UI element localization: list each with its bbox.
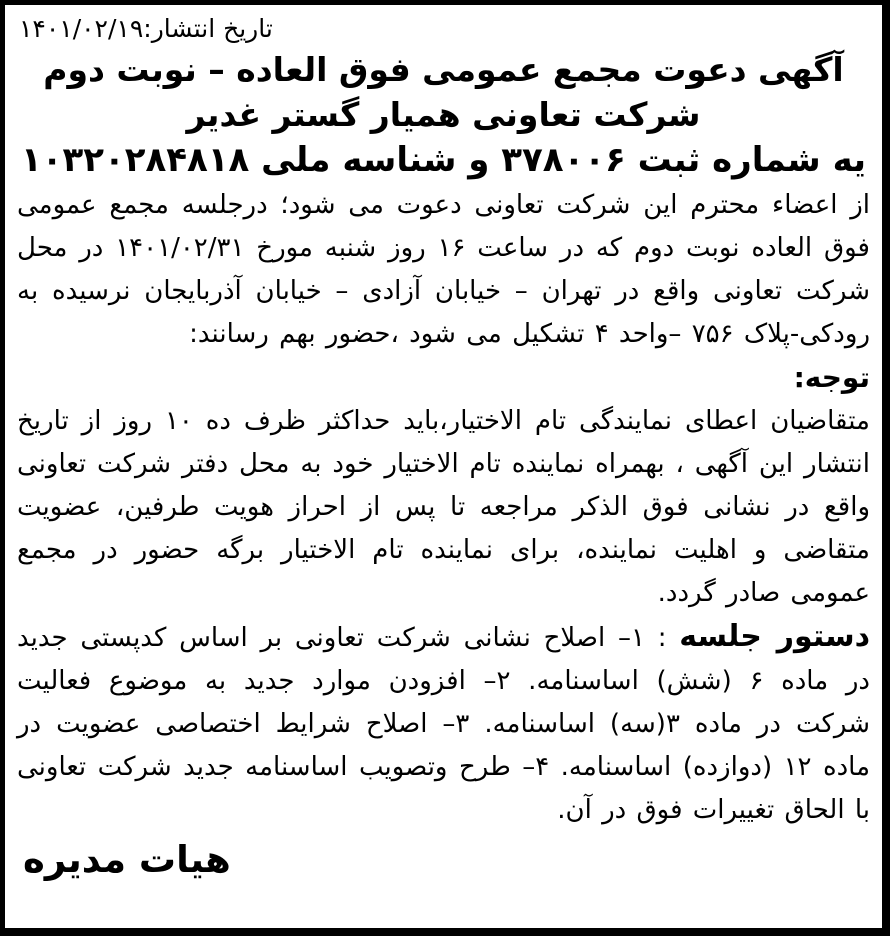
invitation-paragraph: از اعضاء محترم این شرکت تعاونی دعوت می شود؛ درجلسه مجمع عمومی فوق العاده نوبت دوم که در ساعت ۱۶ روز شنبه مورخ ۱۴۰۱/۰۲/۳۱ در محل شرکت تعاونی واقع در تهران – خیابان آزادی – خیابان آذربایجان نرسیده به رودکی-پلاک ۷۵۶ –واحد ۴ تشکیل می شود ،حضور بهم رسانند: [17,190,870,349]
notice-title: آگهی دعوت مجمع عمومی فوق العاده – نوبت دوم [43,50,844,89]
notice-frame [5,5,882,928]
company-name: شرکت تعاونی همیار گستر غدیر [186,95,701,134]
board-signature: هیات مدیره [23,838,231,881]
attention-paragraph: متقاضیان اعطای نمایندگی تام الاختیار،باید حداکثر ظرف ده ۱۰ روز از تاریخ انتشار این آگهی ، بهمراه نماینده تام الاختیار خود به محل دفتر شرکت تعاونی واقع در نشانی فوق الذکر مراجعه تا پس از احراز هویت طرفین، عضویت متقاضی و اهلیت نماینده، برای نماینده تام الاختیار برگه حضور در مجمع عمومی صادر گردد. [17,406,870,608]
publish-date: تاریخ انتشار:۱۴۰۱/۰۲/۱۹ [19,14,273,43]
agenda-paragraph [17,615,870,832]
attention-heading: توجه: [793,361,870,394]
agenda-text: : ۱– اصلاح نشانی شرکت تعاونی بر اساس کدپستی جدید در ماده ۶ (شش) اساسنامه. ۲– افزودن موارد جدید به موضوع فعالیت شرکت در ماده ۳(سه) اساسنامه. ۳– اصلاح شرایط اختصاصی عضویت در ماده ۱۲ (دوازده) اساسنامه. ۴– طرح وتصویب اساسنامه جدید شرکت تعاونی با الحاق تغییرات فوق در آن. [17,623,871,825]
agenda-heading-inline: دستور جلسه [679,619,871,654]
notice-header [17,47,870,184]
registration-line: یه شماره ثبت ۳۷۸۰۰۶ و شناسه ملی ۱۰۳۲۰۲۸۴۸۱۸ [21,140,866,180]
